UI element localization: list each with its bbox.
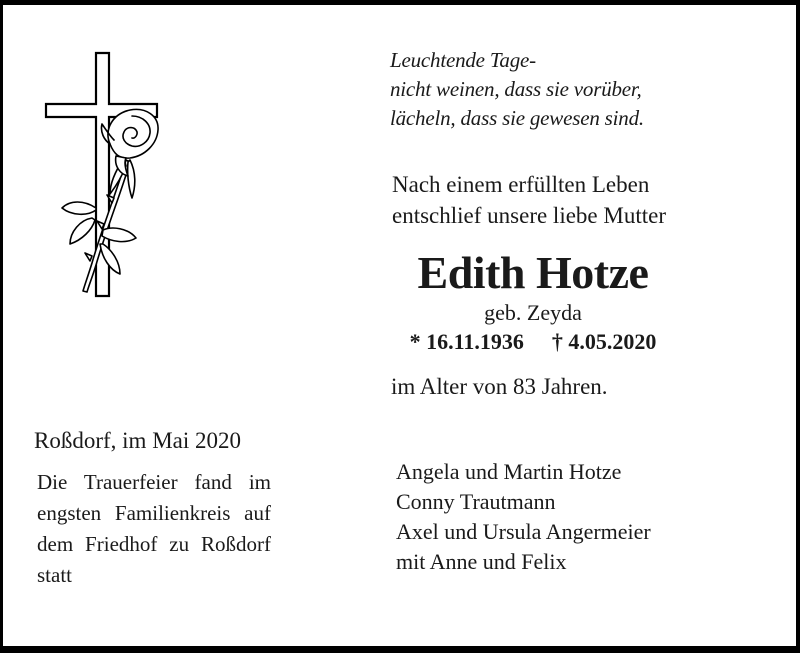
mourner-line: mit Anne und Felix xyxy=(396,549,567,574)
funeral-line: dem Friedhof zu Roßdorf xyxy=(37,532,271,556)
poem-line: lächeln, dass sie gewesen sind. xyxy=(390,106,644,130)
poem-line: nicht weinen, dass sie vorüber, xyxy=(390,77,642,101)
intro-line: entschlief unsere liebe Mutter xyxy=(392,203,666,228)
deceased-block xyxy=(385,248,681,355)
age-line: im Alter von 83 Jahren. xyxy=(391,374,608,399)
intro-text xyxy=(392,169,666,231)
funeral-note xyxy=(37,467,271,591)
deceased-birth-name: geb. Zeyda xyxy=(484,300,582,325)
death-date: † 4.05.2020 xyxy=(551,329,657,354)
life-dates xyxy=(385,329,681,355)
place-date: Roßdorf, im Mai 2020 xyxy=(34,428,241,453)
deceased-name: Edith Hotze xyxy=(417,247,649,298)
mourners-list xyxy=(396,457,651,577)
memorial-poem xyxy=(390,46,644,133)
funeral-line: statt xyxy=(37,563,72,587)
birth-date: * 16.11.1936 xyxy=(409,329,524,354)
poem-line: Leuchtende Tage- xyxy=(390,48,536,72)
funeral-line: engsten Familienkreis auf xyxy=(37,501,271,525)
mourner-line: Angela und Martin Hotze xyxy=(396,459,622,484)
mourner-line: Axel und Ursula Angermeier xyxy=(396,519,651,544)
cross-with-rose-icon xyxy=(40,48,170,300)
mourner-line: Conny Trautmann xyxy=(396,489,556,514)
funeral-line: Die Trauerfeier fand im xyxy=(37,470,271,494)
intro-line: Nach einem erfüllten Leben xyxy=(392,172,650,197)
cross-rose-illustration xyxy=(40,48,170,300)
